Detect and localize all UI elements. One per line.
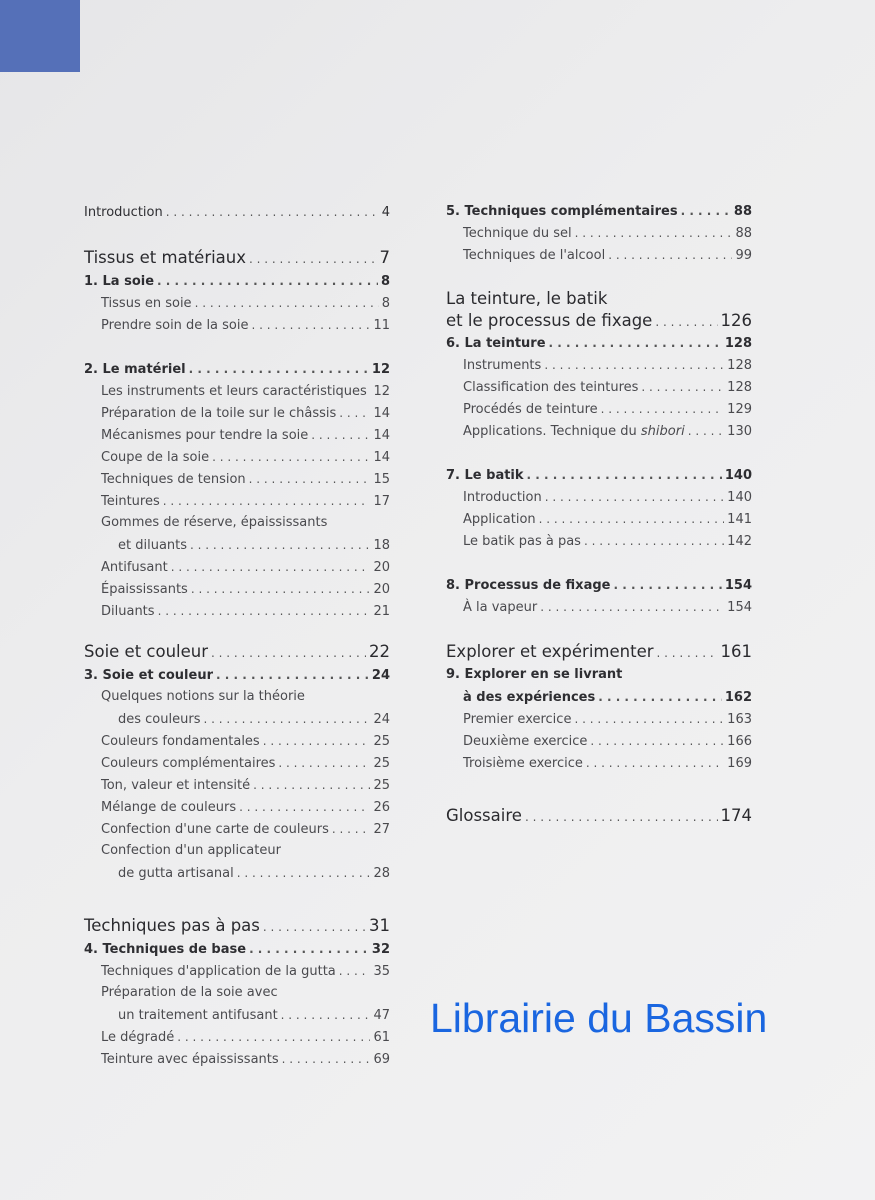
toc-entry[interactable]: et diluants . . . 18 <box>84 534 390 556</box>
toc-entry[interactable]: Mécanismes pour tendre la soie . . . 14 <box>84 424 390 446</box>
toc-section-glossaire[interactable]: Glossaire . . . 174 <box>446 804 752 828</box>
toc-entry[interactable]: un traitement antifusant . . . 47 <box>84 1004 390 1026</box>
toc-section-soie-couleur[interactable]: Soie et couleur . . . 22 <box>84 640 390 664</box>
toc-entry[interactable]: Ton, valeur et intensité . . . 25 <box>84 774 390 796</box>
toc-entry-line1: Quelques notions sur la théorie <box>101 689 305 704</box>
toc-entry[interactable]: Couleurs complémentaires . . . 25 <box>84 752 390 774</box>
toc-entry[interactable]: Introduction . . . 140 <box>446 486 752 508</box>
toc-entry-line1: Gommes de réserve, épaississants <box>101 515 328 530</box>
toc-entry[interactable]: Confection d'une carte de couleurs . . . 27 <box>84 818 390 840</box>
toc-section-techniques[interactable]: Techniques pas à pas . . . 31 <box>84 914 390 938</box>
toc-left-column <box>84 200 390 1070</box>
toc-entry[interactable]: Antifusant . . . 20 <box>84 556 390 578</box>
toc-chapter-3[interactable]: 3. Soie et couleur . . . 24 <box>84 664 390 686</box>
toc-entry-line1: Préparation de la soie avec <box>101 985 278 1000</box>
toc-right-column <box>446 200 752 828</box>
toc-entry-line1: Confection d'un applicateur <box>101 843 281 858</box>
toc-entry[interactable]: Le batik pas à pas . . . 142 <box>446 530 752 552</box>
toc-entry-introduction[interactable]: Introduction . . . 4 <box>84 200 390 224</box>
toc-chapter-2[interactable]: 2. Le matériel . . . 12 <box>84 358 390 380</box>
toc-entry[interactable]: Techniques de l'alcool . . . 99 <box>446 244 752 266</box>
toc-chapter-4[interactable]: 4. Techniques de base . . . 32 <box>84 938 390 960</box>
toc-entry-shibori[interactable]: Applications. Technique du shibori . . . 130 <box>446 420 752 442</box>
toc-entry[interactable]: Teinture avec épaississants . . . 69 <box>84 1048 390 1070</box>
toc-entry[interactable]: Techniques d'application de la gutta . . . 35 <box>84 960 390 982</box>
toc-entry[interactable]: Deuxième exercice . . . 166 <box>446 730 752 752</box>
toc-entry[interactable]: des couleurs . . . 24 <box>84 708 390 730</box>
toc-entry[interactable]: Préparation de la toile sur le châssis . . . 14 <box>84 402 390 424</box>
toc-chapter-6[interactable]: 6. La teinture . . . 128 <box>446 332 752 354</box>
corner-color-block <box>0 0 80 72</box>
toc-section-line1: La teinture, le batik <box>446 289 608 308</box>
toc-entry[interactable]: Instruments . . . 128 <box>446 354 752 376</box>
toc-section-tissus[interactable]: Tissus et matériaux . . . 7 <box>84 246 390 270</box>
toc-chapter-5[interactable]: 5. Techniques complémentaires . . . 88 <box>446 200 752 222</box>
toc-entry[interactable]: Premier exercice . . . 163 <box>446 708 752 730</box>
toc-entry[interactable]: Le dégradé . . . 61 <box>84 1026 390 1048</box>
toc-entry[interactable]: À la vapeur . . . 154 <box>446 596 752 618</box>
toc-section-teinture[interactable]: et le processus de fixage . . . 126 <box>446 310 752 332</box>
toc-entry[interactable]: Épaississants . . . 20 <box>84 578 390 600</box>
toc-entry[interactable]: Classification des teintures . . . 128 <box>446 376 752 398</box>
toc-chapter-9-line1: 9. Explorer en se livrant <box>446 667 623 682</box>
toc-entry[interactable]: Couleurs fondamentales . . . 25 <box>84 730 390 752</box>
toc-chapter-1[interactable]: 1. La soie . . . 8 <box>84 270 390 292</box>
toc-entry[interactable]: Techniques de tension . . . 15 <box>84 468 390 490</box>
toc-entry[interactable]: Prendre soin de la soie . . . 11 <box>84 314 390 336</box>
toc-chapter-7[interactable]: 7. Le batik . . . 140 <box>446 464 752 486</box>
toc-entry[interactable]: Procédés de teinture . . . 129 <box>446 398 752 420</box>
toc-chapter-9[interactable]: à des expériences . . . 162 <box>446 686 752 708</box>
toc-section-explorer[interactable]: Explorer et expérimenter . . . 161 <box>446 640 752 664</box>
toc-entry[interactable]: Teintures . . . 17 <box>84 490 390 512</box>
toc-entry[interactable]: Mélange de couleurs . . . 26 <box>84 796 390 818</box>
toc-entry[interactable]: Troisième exercice . . . 169 <box>446 752 752 774</box>
toc-entry[interactable]: de gutta artisanal . . . 28 <box>84 862 390 884</box>
toc-entry[interactable]: Les instruments et leurs caractéristiques . . . 12 <box>84 380 390 402</box>
toc-chapter-8[interactable]: 8. Processus de fixage . . . 154 <box>446 574 752 596</box>
toc-entry[interactable]: Coupe de la soie . . . 14 <box>84 446 390 468</box>
toc-entry[interactable]: Diluants . . . 21 <box>84 600 390 622</box>
toc-entry[interactable]: Tissus en soie . . . 8 <box>84 292 390 314</box>
toc-entry[interactable]: Application . . . 141 <box>446 508 752 530</box>
toc-entry[interactable]: Technique du sel . . . 88 <box>446 222 752 244</box>
bookshop-watermark: Librairie du Bassin <box>430 995 768 1041</box>
